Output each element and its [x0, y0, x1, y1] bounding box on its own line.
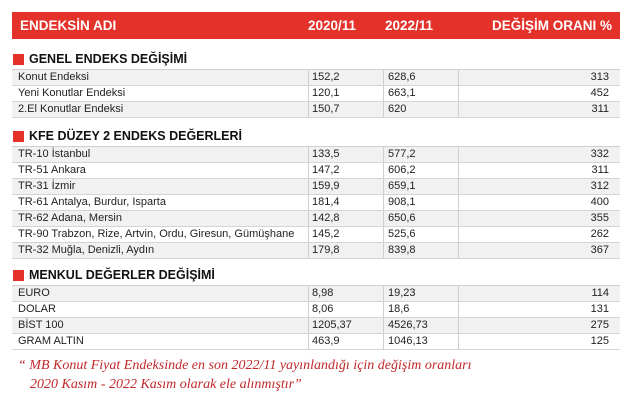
- header-2020-11: 2020/11: [308, 18, 357, 33]
- section-rows: [12, 146, 620, 259]
- section-rows: [12, 285, 620, 350]
- section-securities: [12, 265, 620, 350]
- table-row: TR-32 Muğla, Denizli, Aydın 179,8 839,8 367: [12, 243, 620, 259]
- table-row: TR-62 Adana, Mersin 142,8 650,6 355: [12, 211, 620, 227]
- table-row: EURO 8,98 19,23 114: [12, 286, 620, 302]
- header-change-rate: DEĞİŞİM ORANI %: [491, 18, 612, 33]
- table-row: 2.El Konutlar Endeksi 150,7 620 311: [12, 102, 620, 118]
- red-square-bullet-icon: [13, 270, 24, 281]
- section-general-index: [12, 49, 620, 118]
- table-row: TR-31 İzmir 159,9 659,1 312: [12, 179, 620, 195]
- table-row: TR-90 Trabzon, Rize, Artvin, Ordu, Giresun, Gümüşhane 145,2 525,6 262: [12, 227, 620, 243]
- section-rows: [12, 69, 620, 118]
- table-row: TR-61 Antalya, Burdur, Isparta 181,4 908,1 400: [12, 195, 620, 211]
- table-row: BİST 100 1205,37 4526,73 275: [12, 318, 620, 334]
- header-2022-11: 2022/11: [385, 18, 434, 33]
- table-row: Konut Endeksi 152,2 628,6 313: [12, 70, 620, 86]
- red-square-bullet-icon: [13, 54, 24, 65]
- footnote-line-2: 2020 Kasım - 2022 Kasım olarak ele alınmıştır”: [30, 377, 302, 392]
- section-title: MENKUL DEĞERLER DEĞİŞİMİ: [12, 265, 620, 285]
- table-row: GRAM ALTIN 463,9 1046,13 125: [12, 334, 620, 350]
- table-row: TR-10 İstanbul 133,5 577,2 332: [12, 147, 620, 163]
- table-header: [12, 12, 620, 39]
- section-kfe-level2: [12, 126, 620, 259]
- table-row: DOLAR 8,06 18,6 131: [12, 302, 620, 318]
- header-index-name: ENDEKSİN ADI: [20, 18, 117, 33]
- section-title: GENEL ENDEKS DEĞİŞİMİ: [12, 49, 620, 69]
- table-row: TR-51 Ankara 147,2 606,2 311: [12, 163, 620, 179]
- table-row: Yeni Konutlar Endeksi 120,1 663,1 452: [12, 86, 620, 102]
- footnote: [18, 356, 618, 394]
- red-square-bullet-icon: [13, 131, 24, 142]
- section-title: KFE DÜZEY 2 ENDEKS DEĞERLERİ: [12, 126, 620, 146]
- footnote-line-1: “ MB Konut Fiyat Endeksinde en son 2022/11 yayınlandığı için değişim oranları: [18, 358, 472, 373]
